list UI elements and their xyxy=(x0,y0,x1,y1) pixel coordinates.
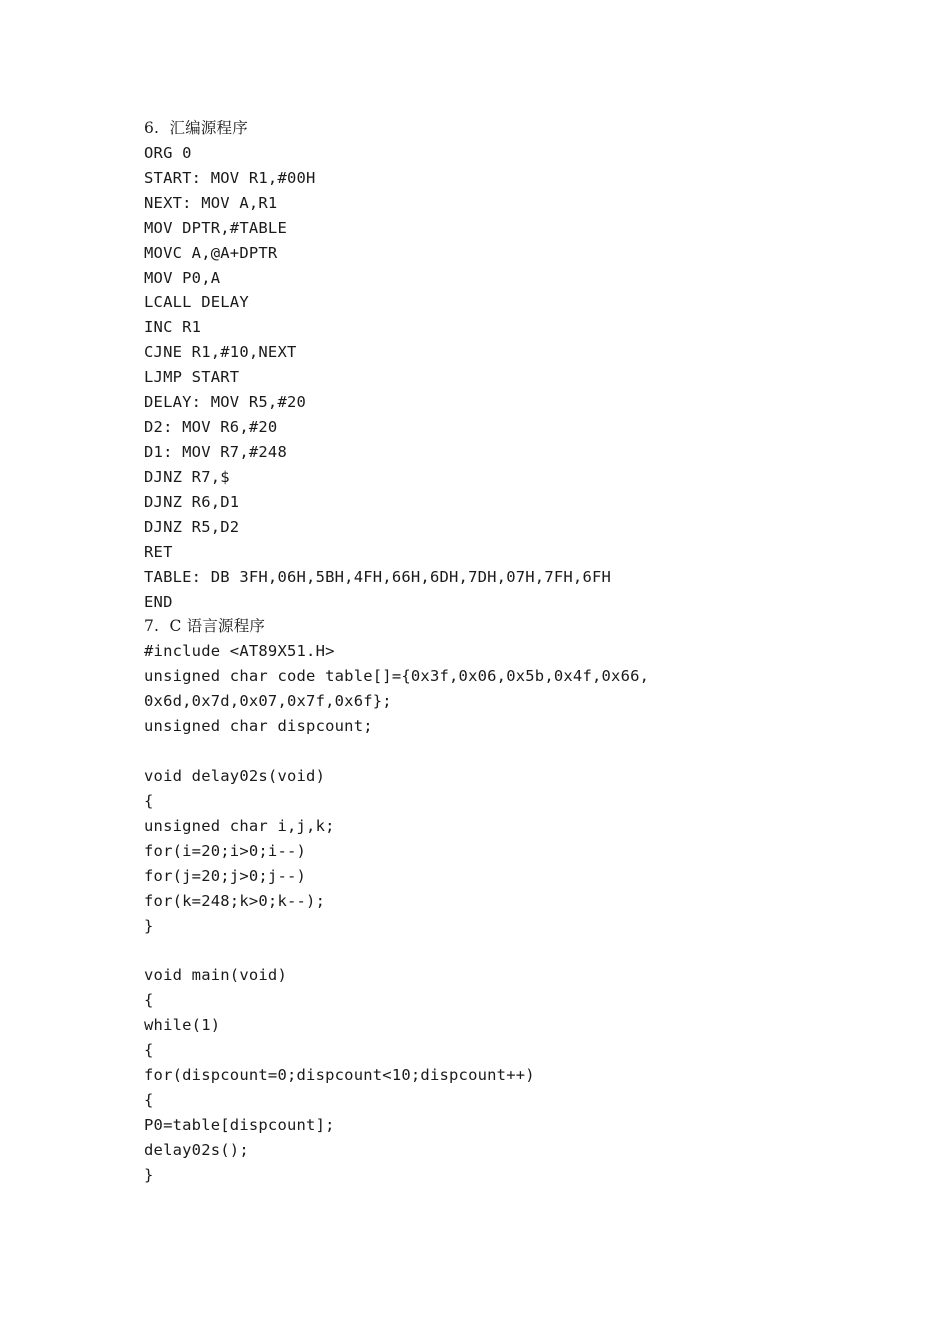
code-line: LJMP START xyxy=(144,368,240,387)
code-line: MOV P0,A xyxy=(144,268,221,287)
section-heading: 6. 汇编源程序 xyxy=(144,119,248,137)
code-line: TABLE: DB 3FH,06H,5BH,4FH,66H,6DH,7DH,07H,7FH,6FH xyxy=(144,567,612,586)
source-code-listing xyxy=(144,116,904,1188)
code-line: DJNZ R7,$ xyxy=(144,467,230,486)
code-line: DJNZ R6,D1 xyxy=(144,492,240,511)
code-line: for(dispcount=0;dispcount<10;dispcount++) xyxy=(144,1066,535,1085)
code-line: LCALL DELAY xyxy=(144,293,249,312)
code-line: { xyxy=(144,991,154,1010)
code-line: D2: MOV R6,#20 xyxy=(144,418,278,437)
code-line: MOV DPTR,#TABLE xyxy=(144,218,287,237)
code-line: INC R1 xyxy=(144,318,202,337)
code-line: NEXT: MOV A,R1 xyxy=(144,193,278,212)
code-line: { xyxy=(144,1041,154,1060)
code-line: while(1) xyxy=(144,1016,221,1035)
code-line: unsigned char i,j,k; xyxy=(144,816,335,835)
code-line: for(j=20;j>0;j--) xyxy=(144,866,307,885)
blank-line xyxy=(144,938,904,963)
code-line: } xyxy=(144,1165,154,1184)
code-line: ORG 0 xyxy=(144,143,192,162)
code-line: 0x6d,0x7d,0x07,0x7f,0x6f}; xyxy=(144,692,392,711)
code-line: CJNE R1,#10,NEXT xyxy=(144,343,297,362)
code-line: #include <AT89X51.H> xyxy=(144,642,335,661)
code-line: for(i=20;i>0;i--) xyxy=(144,841,307,860)
code-line: unsigned char dispcount; xyxy=(144,717,373,736)
code-line: for(k=248;k>0;k--); xyxy=(144,891,326,910)
code-line: D1: MOV R7,#248 xyxy=(144,442,287,461)
code-line: unsigned char code table[]={0x3f,0x06,0x5b,0x4f,0x66, xyxy=(144,667,650,686)
code-line: DJNZ R5,D2 xyxy=(144,517,240,536)
code-line: DELAY: MOV R5,#20 xyxy=(144,393,307,412)
code-line: MOVC A,@A+DPTR xyxy=(144,243,278,262)
code-line: P0=table[dispcount]; xyxy=(144,1115,335,1134)
code-line: delay02s(); xyxy=(144,1140,249,1159)
code-line: { xyxy=(144,791,154,810)
code-line: void main(void) xyxy=(144,966,287,985)
code-line: } xyxy=(144,916,154,935)
code-line: RET xyxy=(144,542,173,561)
code-line: START: MOV R1,#00H xyxy=(144,168,316,187)
blank-line xyxy=(144,739,904,764)
code-line: { xyxy=(144,1090,154,1109)
code-line: END xyxy=(144,592,173,611)
code-line: void delay02s(void) xyxy=(144,766,326,785)
section-heading: 7. C 语言源程序 xyxy=(144,617,266,636)
